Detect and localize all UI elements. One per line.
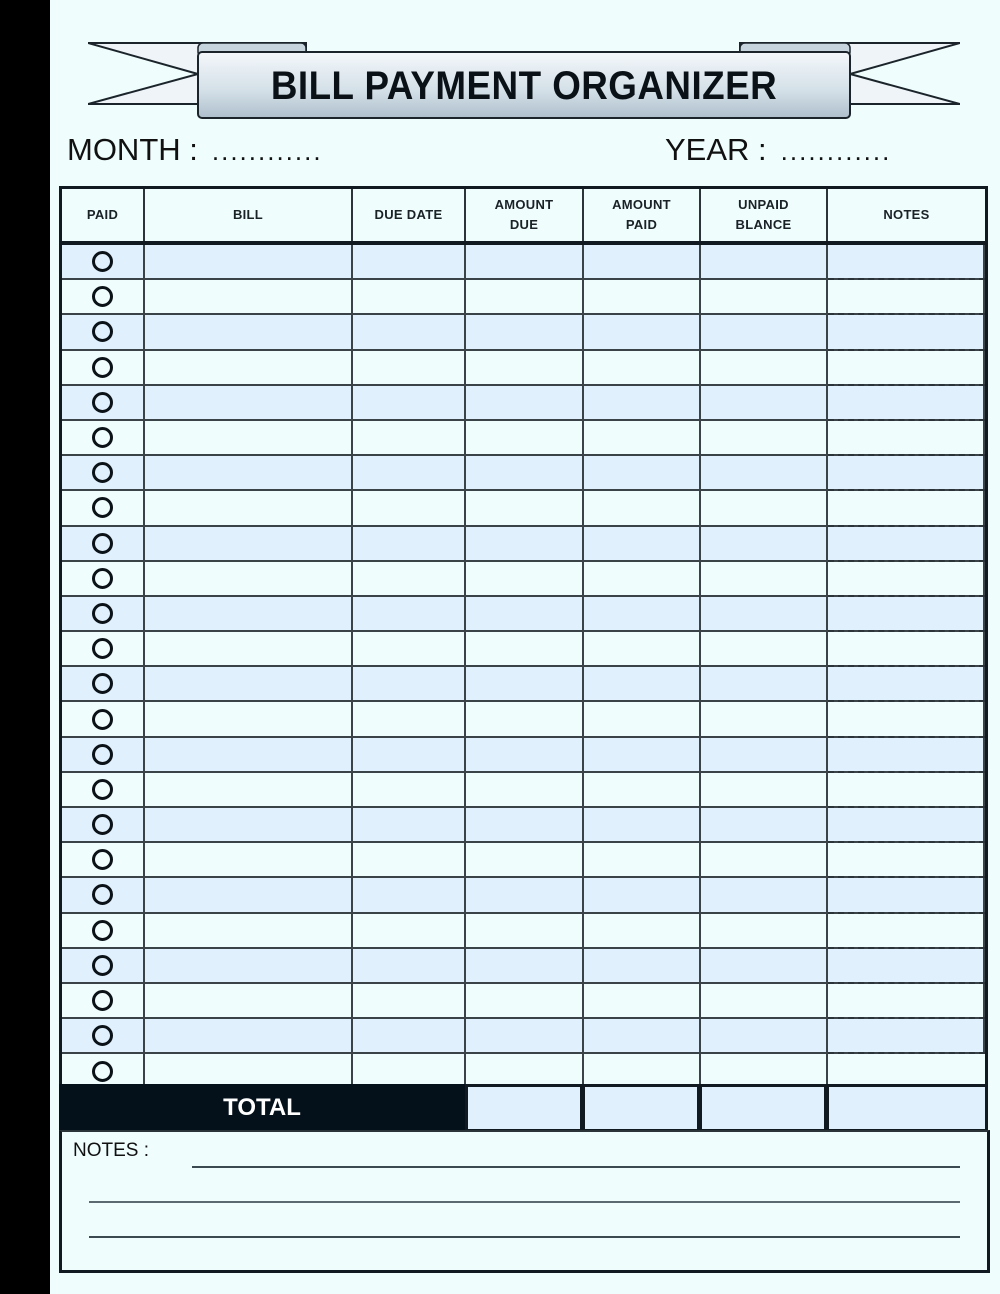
due-date-cell[interactable] xyxy=(353,421,466,454)
amount-paid-cell[interactable] xyxy=(584,984,701,1017)
paid-cell xyxy=(62,808,145,841)
bill-cell[interactable] xyxy=(145,843,353,876)
paid-cell xyxy=(62,843,145,876)
unpaid-balance-cell[interactable] xyxy=(701,738,828,771)
due-date-cell[interactable] xyxy=(353,562,466,595)
table-row xyxy=(62,773,985,808)
bill-cell[interactable] xyxy=(145,878,353,911)
amount-due-cell[interactable] xyxy=(466,914,584,947)
notes-cell[interactable] xyxy=(828,527,985,560)
amount-due-cell[interactable] xyxy=(466,280,584,313)
amount-paid-cell[interactable] xyxy=(584,808,701,841)
notes-cell[interactable] xyxy=(828,245,985,278)
header-bill xyxy=(145,189,353,241)
paid-checkbox-circle-icon[interactable] xyxy=(92,251,113,272)
header-amount-due-line2: DUE xyxy=(509,217,539,232)
bill-cell[interactable] xyxy=(145,351,353,384)
table-row xyxy=(62,562,985,597)
paid-cell xyxy=(62,245,145,278)
bill-cell[interactable] xyxy=(145,949,353,982)
paid-cell xyxy=(62,738,145,771)
amount-due-cell[interactable] xyxy=(466,738,584,771)
table-row xyxy=(62,1019,985,1054)
bill-cell[interactable] xyxy=(145,315,353,348)
paid-checkbox-circle-icon[interactable] xyxy=(92,814,113,835)
paid-checkbox-circle-icon[interactable] xyxy=(92,392,113,413)
amount-paid-cell[interactable] xyxy=(584,421,701,454)
notes-cell[interactable] xyxy=(828,280,985,313)
unpaid-balance-cell[interactable] xyxy=(701,456,828,489)
due-date-cell[interactable] xyxy=(353,738,466,771)
table-row xyxy=(62,808,985,843)
black-spine-edge xyxy=(0,0,50,1294)
notes-line[interactable] xyxy=(89,1236,960,1238)
year-field[interactable] xyxy=(665,132,891,168)
table-row xyxy=(62,245,985,280)
notes-cell[interactable] xyxy=(828,773,985,806)
bill-cell[interactable] xyxy=(145,421,353,454)
table-row xyxy=(62,914,985,949)
due-date-cell[interactable] xyxy=(353,914,466,947)
due-date-cell[interactable] xyxy=(353,984,466,1017)
paid-checkbox-circle-icon[interactable] xyxy=(92,920,113,941)
amount-due-cell[interactable] xyxy=(466,949,584,982)
amount-due-cell[interactable] xyxy=(466,667,584,700)
paid-cell xyxy=(62,984,145,1017)
amount-paid-cell[interactable] xyxy=(584,280,701,313)
unpaid-balance-cell[interactable] xyxy=(701,527,828,560)
amount-due-cell[interactable] xyxy=(466,808,584,841)
amount-paid-cell[interactable] xyxy=(584,773,701,806)
unpaid-balance-cell[interactable] xyxy=(701,632,828,665)
paid-checkbox-circle-icon[interactable] xyxy=(92,427,113,448)
unpaid-balance-cell[interactable] xyxy=(701,421,828,454)
amount-due-cell[interactable] xyxy=(466,456,584,489)
amount-paid-cell[interactable] xyxy=(584,351,701,384)
amount-due-cell[interactable] xyxy=(466,632,584,665)
unpaid-balance-cell[interactable] xyxy=(701,702,828,735)
notes-cell[interactable] xyxy=(828,421,985,454)
paid-cell xyxy=(62,491,145,524)
bill-table xyxy=(59,186,988,1093)
unpaid-balance-cell[interactable] xyxy=(701,1019,828,1052)
notes-cell[interactable] xyxy=(828,843,985,876)
notes-label: NOTES : xyxy=(73,1140,150,1161)
total-amount-due[interactable] xyxy=(465,1084,583,1132)
paid-cell xyxy=(62,702,145,735)
paid-checkbox-circle-icon[interactable] xyxy=(92,1025,113,1046)
month-field[interactable] xyxy=(67,132,323,168)
due-date-cell[interactable] xyxy=(353,1019,466,1052)
amount-due-cell[interactable] xyxy=(466,315,584,348)
due-date-cell[interactable] xyxy=(353,773,466,806)
bill-cell[interactable] xyxy=(145,1019,353,1052)
amount-due-cell[interactable] xyxy=(466,562,584,595)
due-date-cell[interactable] xyxy=(353,386,466,419)
bill-cell[interactable] xyxy=(145,773,353,806)
bill-cell[interactable] xyxy=(145,280,353,313)
table-row xyxy=(62,386,985,421)
notes-cell[interactable] xyxy=(828,738,985,771)
amount-paid-cell[interactable] xyxy=(584,667,701,700)
paid-checkbox-circle-icon[interactable] xyxy=(92,321,113,342)
paid-cell xyxy=(62,421,145,454)
paid-cell xyxy=(62,667,145,700)
amount-paid-cell[interactable] xyxy=(584,456,701,489)
header-notes xyxy=(828,189,985,241)
header-amount-paid-line1: AMOUNT xyxy=(612,197,671,212)
amount-paid-cell[interactable] xyxy=(584,597,701,630)
paid-cell xyxy=(62,1019,145,1052)
paid-cell xyxy=(62,315,145,348)
table-header xyxy=(62,189,985,245)
notes-cell[interactable] xyxy=(828,632,985,665)
due-date-cell[interactable] xyxy=(353,456,466,489)
header-due-date-label: DUE DATE xyxy=(374,207,443,222)
amount-due-cell[interactable] xyxy=(466,351,584,384)
paid-checkbox-circle-icon[interactable] xyxy=(92,357,113,378)
unpaid-balance-cell[interactable] xyxy=(701,491,828,524)
unpaid-balance-cell[interactable] xyxy=(701,914,828,947)
table-row xyxy=(62,702,985,737)
amount-due-cell[interactable] xyxy=(466,984,584,1017)
table-row xyxy=(62,843,985,878)
bill-cell[interactable] xyxy=(145,491,353,524)
amount-paid-cell[interactable] xyxy=(584,738,701,771)
amount-paid-cell[interactable] xyxy=(584,949,701,982)
amount-paid-cell[interactable] xyxy=(584,702,701,735)
header-amount-due-line1: AMOUNT xyxy=(494,197,554,212)
table-row xyxy=(62,315,985,350)
notes-cell[interactable] xyxy=(828,315,985,348)
due-date-cell[interactable] xyxy=(353,702,466,735)
notes-cell[interactable] xyxy=(828,491,985,524)
table-row xyxy=(62,632,985,667)
year-label: YEAR : xyxy=(665,132,767,167)
due-date-cell[interactable] xyxy=(353,527,466,560)
due-date-cell[interactable] xyxy=(353,597,466,630)
notes-cell[interactable] xyxy=(828,351,985,384)
paid-checkbox-circle-icon[interactable] xyxy=(92,1061,113,1082)
bill-cell[interactable] xyxy=(145,667,353,700)
amount-paid-cell[interactable] xyxy=(584,315,701,348)
header-due-date xyxy=(353,189,466,241)
notes-section xyxy=(59,1130,990,1273)
month-value[interactable]: ............ xyxy=(211,136,323,166)
due-date-cell[interactable] xyxy=(353,632,466,665)
amount-paid-cell[interactable] xyxy=(584,914,701,947)
notes-cell[interactable] xyxy=(828,597,985,630)
unpaid-balance-cell[interactable] xyxy=(701,280,828,313)
notes-cell[interactable] xyxy=(828,878,985,911)
bill-cell[interactable] xyxy=(145,386,353,419)
notes-cell[interactable] xyxy=(828,702,985,735)
amount-paid-cell[interactable] xyxy=(584,1019,701,1052)
paid-checkbox-circle-icon[interactable] xyxy=(92,603,113,624)
table-body xyxy=(62,245,985,1090)
paid-checkbox-circle-icon[interactable] xyxy=(92,568,113,589)
amount-due-cell[interactable] xyxy=(466,843,584,876)
table-row xyxy=(62,456,985,491)
paid-checkbox-circle-icon[interactable] xyxy=(92,638,113,659)
notes-line[interactable] xyxy=(89,1201,960,1203)
total-amount-paid[interactable] xyxy=(583,1084,700,1132)
table-row xyxy=(62,984,985,1019)
paid-checkbox-circle-icon[interactable] xyxy=(92,744,113,765)
table-row xyxy=(62,491,985,526)
notes-cell[interactable] xyxy=(828,1019,985,1052)
page-title: BILL PAYMENT ORGANIZER xyxy=(270,63,778,108)
paid-cell xyxy=(62,386,145,419)
bill-cell[interactable] xyxy=(145,808,353,841)
amount-due-cell[interactable] xyxy=(466,527,584,560)
amount-due-cell[interactable] xyxy=(466,245,584,278)
title-banner xyxy=(88,40,960,120)
bill-cell[interactable] xyxy=(145,984,353,1017)
paid-cell xyxy=(62,632,145,665)
paid-checkbox-circle-icon[interactable] xyxy=(92,286,113,307)
notes-cell[interactable] xyxy=(828,984,985,1017)
due-date-cell[interactable] xyxy=(353,351,466,384)
bill-cell[interactable] xyxy=(145,702,353,735)
due-date-cell[interactable] xyxy=(353,667,466,700)
amount-due-cell[interactable] xyxy=(466,421,584,454)
amount-due-cell[interactable] xyxy=(466,386,584,419)
due-date-cell[interactable] xyxy=(353,878,466,911)
paid-cell xyxy=(62,562,145,595)
unpaid-balance-cell[interactable] xyxy=(701,386,828,419)
unpaid-balance-cell[interactable] xyxy=(701,667,828,700)
notes-cell[interactable] xyxy=(828,386,985,419)
paid-cell xyxy=(62,773,145,806)
due-date-cell[interactable] xyxy=(353,843,466,876)
table-row xyxy=(62,878,985,913)
paid-checkbox-circle-icon[interactable] xyxy=(92,497,113,518)
bill-cell[interactable] xyxy=(145,527,353,560)
unpaid-balance-cell[interactable] xyxy=(701,949,828,982)
amount-paid-cell[interactable] xyxy=(584,843,701,876)
header-unpaid-line1: UNPAID xyxy=(738,197,789,212)
unpaid-balance-cell[interactable] xyxy=(701,562,828,595)
amount-due-cell[interactable] xyxy=(466,491,584,524)
table-row xyxy=(62,351,985,386)
paid-checkbox-circle-icon[interactable] xyxy=(92,955,113,976)
paid-checkbox-circle-icon[interactable] xyxy=(92,990,113,1011)
notes-cell[interactable] xyxy=(828,949,985,982)
table-row xyxy=(62,667,985,702)
header-paid xyxy=(62,189,145,241)
table-row xyxy=(62,527,985,562)
year-value[interactable]: ............ xyxy=(780,136,892,166)
bill-cell[interactable] xyxy=(145,738,353,771)
amount-paid-cell[interactable] xyxy=(584,527,701,560)
unpaid-balance-cell[interactable] xyxy=(701,351,828,384)
table-row xyxy=(62,738,985,773)
amount-paid-cell[interactable] xyxy=(584,632,701,665)
amount-paid-cell[interactable] xyxy=(584,878,701,911)
paid-checkbox-circle-icon[interactable] xyxy=(92,533,113,554)
paid-cell xyxy=(62,949,145,982)
header-notes-label: NOTES xyxy=(883,207,930,222)
amount-paid-cell[interactable] xyxy=(584,491,701,524)
unpaid-balance-cell[interactable] xyxy=(701,245,828,278)
table-row xyxy=(62,949,985,984)
bill-cell[interactable] xyxy=(145,914,353,947)
paid-checkbox-circle-icon[interactable] xyxy=(92,462,113,483)
due-date-cell[interactable] xyxy=(353,245,466,278)
amount-paid-cell[interactable] xyxy=(584,386,701,419)
total-label: TOTAL xyxy=(59,1084,465,1132)
header-unpaid-line2: BLANCE xyxy=(735,217,792,232)
notes-cell[interactable] xyxy=(828,456,985,489)
paid-cell xyxy=(62,527,145,560)
table-row xyxy=(62,421,985,456)
amount-due-cell[interactable] xyxy=(466,702,584,735)
paid-checkbox-circle-icon[interactable] xyxy=(92,849,113,870)
total-notes[interactable] xyxy=(827,1084,988,1132)
header-bill-label: BILL xyxy=(232,207,264,222)
amount-paid-cell[interactable] xyxy=(584,562,701,595)
total-row xyxy=(59,1084,988,1132)
amount-due-cell[interactable] xyxy=(466,597,584,630)
unpaid-balance-cell[interactable] xyxy=(701,773,828,806)
due-date-cell[interactable] xyxy=(353,315,466,348)
unpaid-balance-cell[interactable] xyxy=(701,843,828,876)
paid-checkbox-circle-icon[interactable] xyxy=(92,709,113,730)
amount-paid-cell[interactable] xyxy=(584,245,701,278)
unpaid-balance-cell[interactable] xyxy=(701,597,828,630)
amount-due-cell[interactable] xyxy=(466,1019,584,1052)
bill-cell[interactable] xyxy=(145,632,353,665)
table-row xyxy=(62,597,985,632)
paid-checkbox-circle-icon[interactable] xyxy=(92,673,113,694)
amount-due-cell[interactable] xyxy=(466,878,584,911)
bill-cell[interactable] xyxy=(145,245,353,278)
header-unpaid-balance xyxy=(701,189,828,241)
due-date-cell[interactable] xyxy=(353,491,466,524)
notes-cell[interactable] xyxy=(828,808,985,841)
paid-checkbox-circle-icon[interactable] xyxy=(92,884,113,905)
notes-cell[interactable] xyxy=(828,667,985,700)
paid-cell xyxy=(62,280,145,313)
header-amount-paid-line2: PAID xyxy=(625,217,658,232)
bill-cell[interactable] xyxy=(145,597,353,630)
paid-cell xyxy=(62,351,145,384)
bill-cell[interactable] xyxy=(145,562,353,595)
due-date-cell[interactable] xyxy=(353,808,466,841)
header-paid-label: PAID xyxy=(86,207,119,222)
table-row xyxy=(62,280,985,315)
header-amount-due xyxy=(466,189,584,241)
unpaid-balance-cell[interactable] xyxy=(701,315,828,348)
header-amount-paid xyxy=(584,189,701,241)
unpaid-balance-cell[interactable] xyxy=(701,984,828,1017)
amount-due-cell[interactable] xyxy=(466,773,584,806)
paid-cell xyxy=(62,597,145,630)
notes-line[interactable] xyxy=(192,1166,960,1168)
notes-cell[interactable] xyxy=(828,562,985,595)
notes-cell[interactable] xyxy=(828,914,985,947)
unpaid-balance-cell[interactable] xyxy=(701,878,828,911)
paid-cell xyxy=(62,456,145,489)
due-date-cell[interactable] xyxy=(353,280,466,313)
unpaid-balance-cell[interactable] xyxy=(701,808,828,841)
paid-checkbox-circle-icon[interactable] xyxy=(92,779,113,800)
total-unpaid-balance[interactable] xyxy=(700,1084,827,1132)
month-label: MONTH : xyxy=(67,132,198,167)
paid-cell xyxy=(62,914,145,947)
paid-cell xyxy=(62,878,145,911)
due-date-cell[interactable] xyxy=(353,949,466,982)
bill-cell[interactable] xyxy=(145,456,353,489)
